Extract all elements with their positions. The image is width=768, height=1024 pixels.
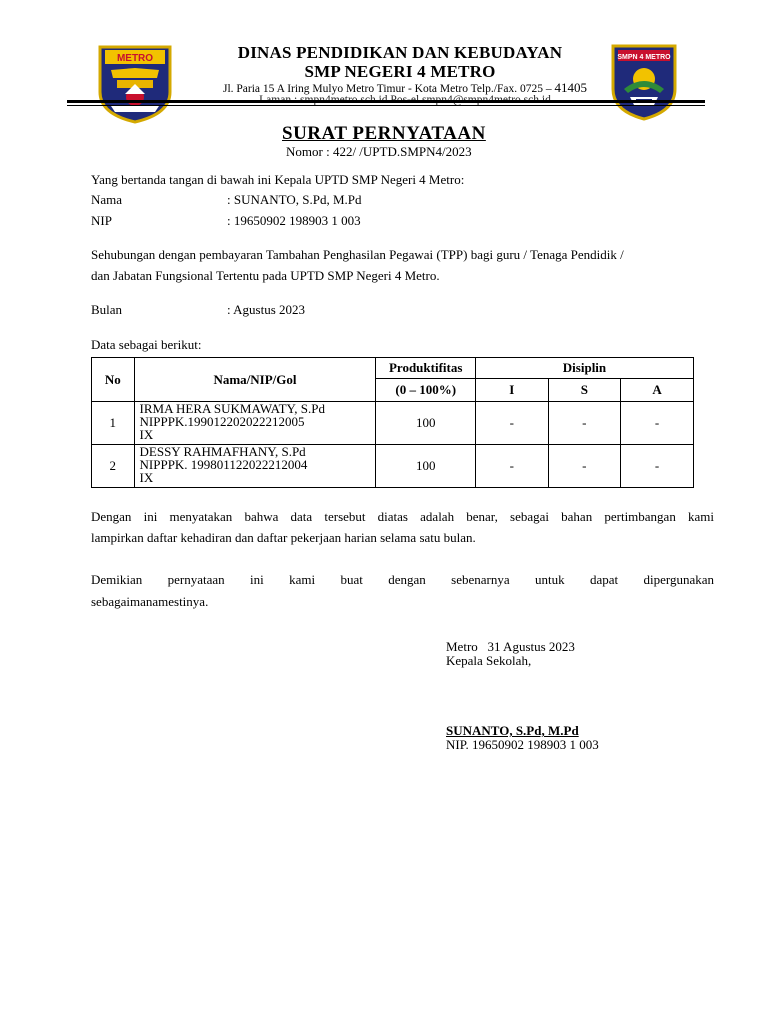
header-productivity: Produktifitas	[376, 358, 476, 379]
header-discipline-i: I	[475, 379, 548, 402]
row-discipline-a: -	[621, 402, 694, 445]
school-name: SMP NEGERI 4 METRO	[304, 62, 496, 81]
paragraph-closing-line2: sebagaimanamestinya.	[91, 594, 209, 609]
signer-nip-label: NIP	[91, 213, 112, 228]
data-intro: Data sebagai berikut:	[91, 337, 202, 352]
employee-grade: IX	[139, 427, 154, 442]
table-header-row	[92, 358, 694, 379]
letterhead-divider-thin	[67, 105, 705, 106]
month-value: : Agustus 2023	[227, 302, 306, 317]
intro-text: Yang bertanda tangan di bawah ini Kepala UPTD SMP Negeri 4 Metro:	[91, 172, 465, 187]
logo-right-text: SMPN 4 METRO	[617, 54, 671, 61]
row-discipline-i: -	[475, 445, 548, 488]
row-no: 2	[92, 445, 135, 488]
paragraph-statement-line1: Dengan ini menyatakan bahwa data tersebut diatas adalah benar, sebagai bahan pertimbangan kami	[91, 509, 714, 524]
header-discipline-a: A	[621, 379, 694, 402]
row-name-cell	[134, 445, 376, 488]
signer-nip-value: : 19650902 198903 1 003	[227, 213, 361, 228]
month-label: Bulan	[91, 302, 123, 317]
paragraph-statement-line2: lampirkan daftar kehadiran dan daftar pekerjaan harian selama satu bulan.	[91, 530, 476, 545]
header-discipline: Disiplin	[475, 358, 693, 379]
signature-position: Kepala Sekolah,	[446, 653, 532, 668]
row-no: 1	[92, 402, 135, 445]
row-discipline-s: -	[548, 402, 621, 445]
paragraph-closing-line1: Demikian pernyataan ini kami buat dengan sebenarnya untuk dapat dipergunakan	[91, 572, 714, 587]
header-no: No	[92, 358, 135, 402]
table-row	[92, 402, 694, 445]
employee-name: DESSY RAHMAFHANY, S.Pd	[139, 444, 306, 459]
logo-left-text: METRO	[116, 53, 154, 64]
address-text: Jl. Paria 15 A Iring Mulyo Metro Timur - Kota Metro Telp./Fax. 0725 –	[222, 83, 552, 95]
signature-name: SUNANTO, S.Pd, M.Pd	[446, 723, 579, 738]
signature-place-date: Metro 31 Agustus 2023	[446, 639, 575, 654]
row-discipline-s: -	[548, 445, 621, 488]
address-phone: 41405	[554, 80, 588, 95]
signature-nip: NIP. 19650902 198903 1 003	[446, 737, 599, 752]
row-discipline-i: -	[475, 402, 548, 445]
employee-nip: NIPPPK. 199801122022212004	[139, 457, 308, 472]
document-number: Nomor : 422/ /UPTD.SMPN4/2023	[286, 144, 472, 159]
document-title: SURAT PERNYATAAN	[282, 123, 486, 144]
header-discipline-s: S	[548, 379, 621, 402]
employee-name: IRMA HERA SUKMAWATY, S.Pd	[139, 401, 325, 416]
header-name-nip-gol: Nama/NIP/Gol	[134, 358, 376, 402]
letterhead-divider-thick	[67, 100, 705, 103]
employee-nip: NIPPPK.199012202022212005	[139, 414, 305, 429]
employee-grade: IX	[139, 470, 154, 485]
row-productivity: 100	[376, 445, 476, 488]
signer-name-label: Nama	[91, 192, 123, 207]
header-productivity-range: (0 – 100%)	[376, 379, 476, 402]
agency-title: DINAS PENDIDIKAN DAN KEBUDAYAN	[237, 43, 563, 62]
row-productivity: 100	[376, 402, 476, 445]
paragraph-tpp-line2: dan Jabatan Fungsional Tertentu pada UPTD SMP Negeri 4 Metro.	[91, 268, 440, 283]
paragraph-tpp-line1: Sehubungan dengan pembayaran Tambahan Penghasilan Pegawai (TPP) bagi guru / Tenaga Pendidik /	[91, 247, 624, 262]
table-row	[92, 445, 694, 488]
row-name-cell	[134, 402, 376, 445]
metro-city-emblem	[97, 44, 173, 124]
employee-data-table	[91, 357, 694, 488]
signer-name-value: : SUNANTO, S.Pd, M.Pd	[227, 192, 362, 207]
row-discipline-a: -	[621, 445, 694, 488]
